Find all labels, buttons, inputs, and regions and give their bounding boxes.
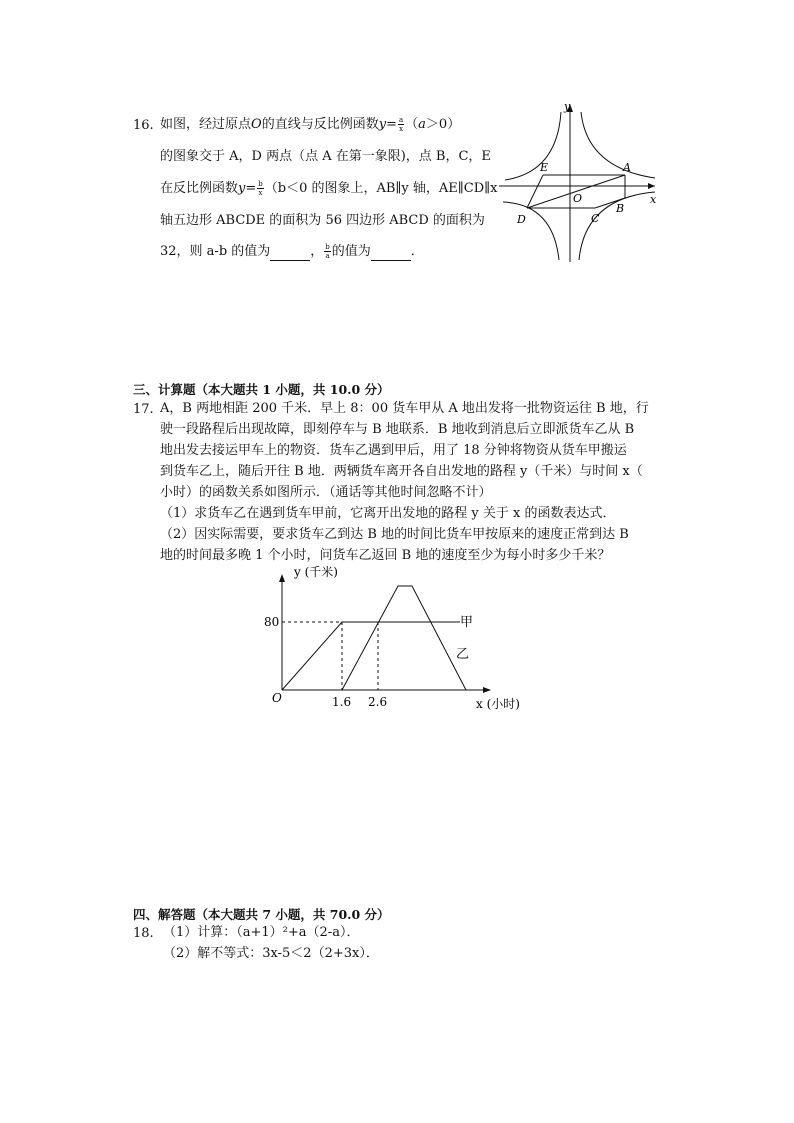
- answer-blank-1[interactable]: [270, 248, 310, 261]
- q16-line-3: [160, 180, 498, 198]
- q17-line: 驶一段路程后出现故障，即刻停车与 B 地联系．B 地收到消息后立即派货车乙从 B: [160, 422, 635, 437]
- x-axis-label: x (小时): [476, 697, 520, 711]
- q17-line: A，B 两地相距 200 千米．早上 8：00 货车甲从 A 地出发将一批物资运往 B 地，行: [160, 401, 649, 416]
- q17-line: 地出发去接运甲车上的物资．货车乙遇到甲后，用了 18 分钟将物资从货车甲搬运: [160, 443, 627, 458]
- q16-line-1: [160, 116, 460, 134]
- y-tick-80: 80: [264, 615, 280, 629]
- q17-graph: [260, 560, 540, 720]
- fig-x-label: x: [650, 193, 657, 206]
- origin-label: O: [272, 691, 282, 705]
- fraction-a-over-x: [398, 116, 404, 133]
- question-number: 16.: [133, 118, 154, 133]
- q16-text: 32，则 a-b 的值为: [160, 244, 271, 259]
- question-number: 17.: [133, 402, 154, 417]
- q16-text: ＞0）: [425, 117, 461, 132]
- q17-line: 小时）的函数关系如图所示．（通话等其他时间忽略不计）: [160, 485, 492, 500]
- point-D-label: D: [517, 213, 526, 226]
- hyperbola-a-branch-3: [503, 202, 559, 260]
- series-jia-line: [282, 622, 460, 690]
- q16-text: （b＜0 的图象上，AB∥y 轴，AE∥CD∥x: [264, 181, 498, 196]
- fraction-denominator: a: [325, 252, 330, 260]
- hyperbola-a-branch-1: [581, 112, 655, 178]
- q18-part-1: （1）计算：（a+1）²+a（2-a）．: [163, 925, 360, 940]
- series-jia-label: 甲: [460, 615, 474, 630]
- q16-line-5: [160, 243, 424, 261]
- point-C-label: C: [591, 212, 600, 225]
- section-title: 四、解答题（本大题共 7 小题，共 70.0 分）: [133, 907, 390, 922]
- q16-text: ．: [410, 244, 424, 259]
- q16-text: 如图，经过原点: [160, 117, 252, 132]
- y-axis-label: y (千米): [294, 565, 338, 579]
- question-number: 18.: [133, 926, 154, 941]
- x-axis-arrow-icon: [483, 687, 491, 693]
- answer-blank-2[interactable]: [371, 248, 411, 261]
- q16-var-a: a: [418, 117, 426, 132]
- q16-var-y: y=: [238, 181, 257, 196]
- y-axis-arrow-icon: [279, 574, 285, 582]
- fraction-denominator: x: [258, 189, 263, 197]
- fraction-numerator: b: [325, 243, 330, 251]
- q17-line: 到货车乙上，随后开往 B 地．两辆货车离开各自出发地的路程 y（千米）与时间 x（: [160, 464, 643, 479]
- fraction-numerator: b: [258, 180, 263, 188]
- x-tick-1-6: 1.6: [332, 695, 352, 709]
- q16-var-y: y=: [378, 117, 397, 132]
- q16-text: 的值为: [331, 244, 371, 259]
- q16-text: 在反比例函数: [160, 181, 239, 196]
- q16-line-4: 轴五边形 ABCDE 的面积为 56 四边形 ABCD 的面积为: [160, 213, 485, 228]
- x-tick-2-6: 2.6: [368, 695, 388, 709]
- q16-text: 的直线与反比例函数: [261, 117, 379, 132]
- x-axis-arrow-icon: [648, 183, 655, 189]
- point-B-label: B: [616, 202, 625, 215]
- q16-origin-label: O: [251, 117, 262, 132]
- q16-figure: [495, 98, 665, 266]
- fraction-b-over-x: [257, 180, 263, 197]
- q17-part-1: （1）求货车乙在遇到货车甲前，它离开出发地的路程 y 关于 x 的函数表达式．: [160, 506, 616, 521]
- fig-origin-label: O: [573, 192, 583, 205]
- q17-part-2: （2）因实际需要，要求货车乙到达 B 地的时间比货车甲按原来的速度正常到达 B: [160, 527, 629, 542]
- q16-text: ，: [310, 244, 324, 259]
- fig-y-label: y: [564, 100, 571, 113]
- point-E-label: E: [540, 161, 549, 174]
- series-yi-line: [342, 586, 466, 690]
- section-title: 三、计算题（本大题共 1 小题，共 10.0 分）: [133, 382, 390, 397]
- q16-text: （: [405, 117, 419, 132]
- fraction-denominator: x: [399, 125, 404, 133]
- point-A-label: A: [623, 161, 631, 174]
- q18-part-2: （2）解不等式：3x-5＜2（2+3x）．: [163, 946, 379, 961]
- series-yi-label: 乙: [456, 647, 470, 662]
- hyperbola-b-branch-2: [505, 112, 561, 180]
- fraction-b-over-a: [324, 243, 330, 260]
- q17-line: 地的时间最多晚 1 个小时，问货车乙返回 B 地的速度至少为每小时多少千米？: [160, 548, 611, 563]
- q16-line-2: 的图象交于 A，D 两点（点 A 在第一象限)，点 B，C，E: [160, 149, 491, 164]
- fraction-numerator: a: [398, 116, 404, 124]
